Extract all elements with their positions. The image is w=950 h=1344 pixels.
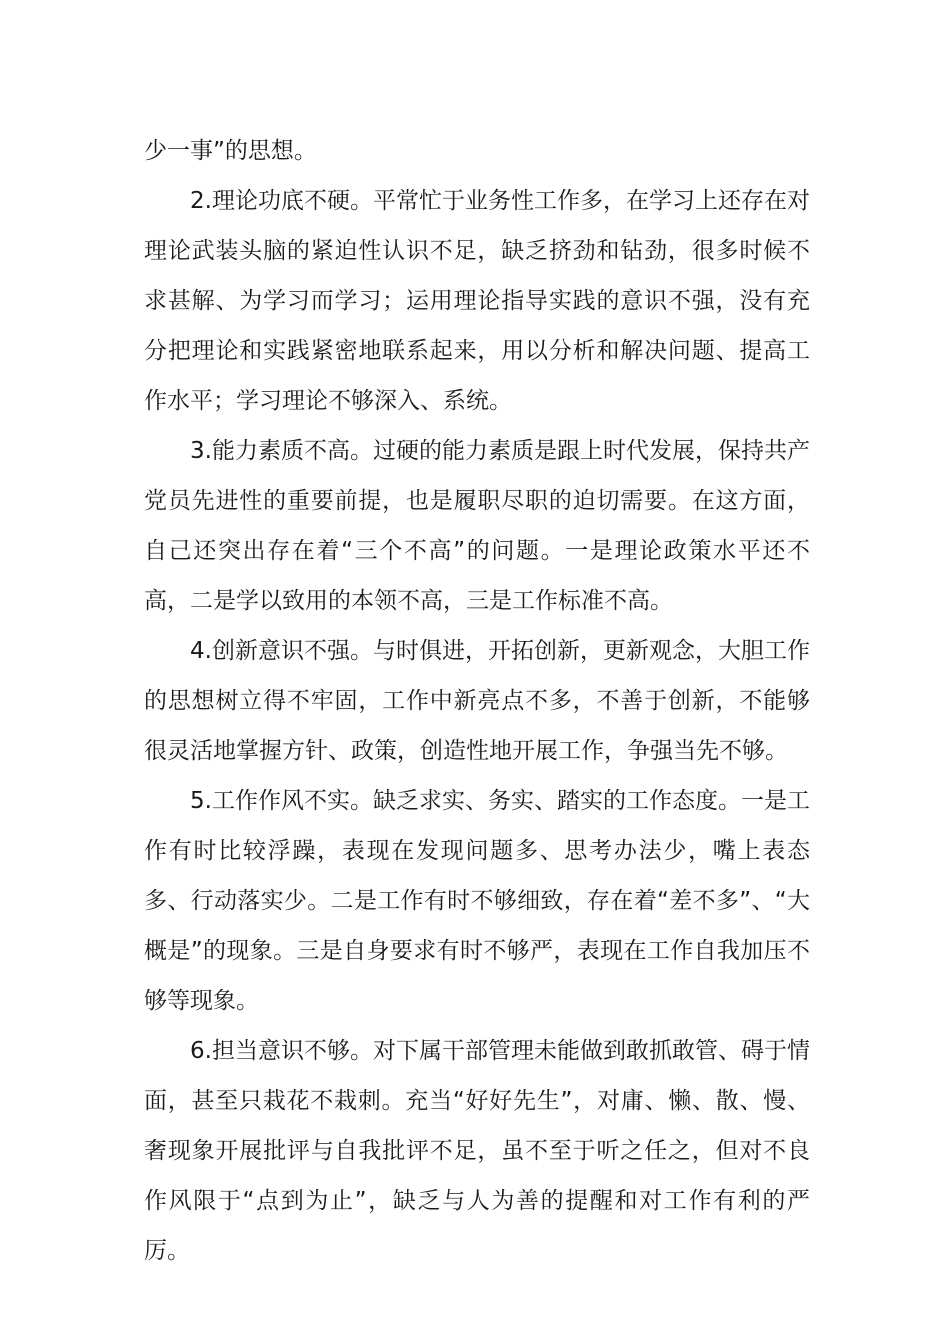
paragraph-4: 4.创新意识不强。与时俱进，开拓创新，更新观念，大胆工作的思想树立得不牢固，工作中新亮点不多，不善于创新，不能够很灵活地掌握方针、政策，创造性地开展工作，争强当先不够。 — [144, 638, 810, 764]
paragraph-3: 3.能力素质不高。过硬的能力素质是跟上时代发展，保持共产党员先进性的重要前提，也是履职尽职的迫切需要。在这方面，自己还突出存在着“三个不高”的问题。一是理论政策水平还不高，二是学以致用的本领不高，三是工作标准不高。 — [144, 438, 810, 614]
paragraph-continuation: 少一事”的思想。 — [144, 138, 317, 164]
paragraph-6: 6.担当意识不够。对下属干部管理未能做到敢抓敢管、碍于情面，甚至只栽花不栽刺。充当“好好先生”，对庸、懒、散、慢、奢现象开展批评与自我批评不足，虽不至于听之任之，但对不良作风限于“点到为止”，缺乏与人为善的提醒和对工作有利的严厉。 — [144, 1038, 810, 1264]
paragraph-5: 5.工作作风不实。缺乏求实、务实、踏实的工作态度。一是工作有时比较浮躁，表现在发现问题多、思考办法少，嘴上表态多、行动落实少。二是工作有时不够细致，存在着“差不多”、“大概是”的现象。三是自身要求有时不够严，表现在工作自我加压不够等现象。 — [144, 788, 810, 1014]
paragraph-2: 2.理论功底不硬。平常忙于业务性工作多，在学习上还存在对理论武装头脑的紧迫性认识不足，缺乏挤劲和钻劲，很多时候不求甚解、为学习而学习；运用理论指导实践的意识不强，没有充分把理论和实践紧密地联系起来，用以分析和解决问题、提高工作水平；学习理论不够深入、系统。 — [144, 188, 810, 414]
document-body — [144, 126, 810, 1276]
